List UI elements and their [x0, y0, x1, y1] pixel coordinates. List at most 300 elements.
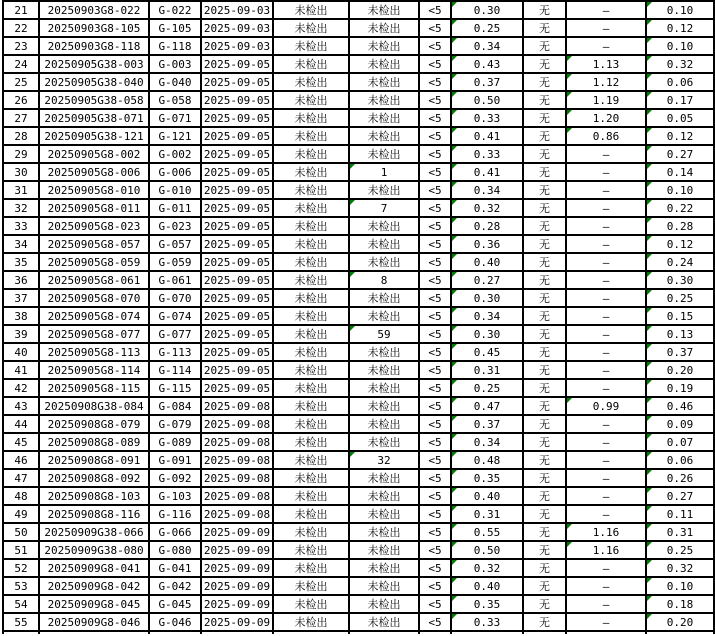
sample-id-cell[interactable]: [39, 181, 149, 199]
sample-code-cell[interactable]: [149, 289, 201, 307]
row-number-cell[interactable]: [3, 55, 39, 73]
value-c-cell[interactable]: [646, 271, 714, 289]
sample-code-cell[interactable]: [149, 613, 201, 631]
value-b-cell[interactable]: [566, 595, 646, 613]
result-a-cell[interactable]: [273, 451, 349, 469]
result-b-cell[interactable]: [349, 487, 419, 505]
result-a-cell[interactable]: [273, 163, 349, 181]
value-b-cell[interactable]: [566, 1, 646, 19]
sample-code-cell[interactable]: [149, 343, 201, 361]
result-b-cell[interactable]: [349, 73, 419, 91]
empty-cell[interactable]: [273, 631, 349, 634]
value-a-cell[interactable]: [451, 91, 523, 109]
row-number-cell[interactable]: [3, 73, 39, 91]
none-cell[interactable]: [523, 235, 566, 253]
sample-code-cell[interactable]: [149, 541, 201, 559]
sample-id-cell[interactable]: [39, 37, 149, 55]
sample-code-cell[interactable]: [149, 325, 201, 343]
sample-id-cell[interactable]: [39, 613, 149, 631]
value-b-cell[interactable]: [566, 235, 646, 253]
sample-id-cell[interactable]: [39, 1, 149, 19]
sample-code-cell[interactable]: [149, 163, 201, 181]
none-cell[interactable]: [523, 397, 566, 415]
value-b-cell[interactable]: [566, 523, 646, 541]
value-b-cell[interactable]: [566, 253, 646, 271]
value-b-cell[interactable]: [566, 181, 646, 199]
value-a-cell[interactable]: [451, 253, 523, 271]
sample-id-cell[interactable]: [39, 487, 149, 505]
result-b-cell[interactable]: [349, 307, 419, 325]
row-number-cell[interactable]: [3, 577, 39, 595]
none-cell[interactable]: [523, 1, 566, 19]
sample-id-cell[interactable]: [39, 343, 149, 361]
value-a-cell[interactable]: [451, 505, 523, 523]
result-b-cell[interactable]: [349, 415, 419, 433]
limit-cell[interactable]: [419, 505, 451, 523]
empty-cell[interactable]: [201, 631, 273, 634]
row-number-cell[interactable]: [3, 469, 39, 487]
value-b-cell[interactable]: [566, 217, 646, 235]
limit-cell[interactable]: [419, 415, 451, 433]
result-a-cell[interactable]: [273, 307, 349, 325]
result-a-cell[interactable]: [273, 595, 349, 613]
result-a-cell[interactable]: [273, 487, 349, 505]
result-a-cell[interactable]: [273, 397, 349, 415]
date-cell[interactable]: [201, 199, 273, 217]
limit-cell[interactable]: [419, 541, 451, 559]
result-a-cell[interactable]: [273, 505, 349, 523]
date-cell[interactable]: [201, 145, 273, 163]
result-b-cell[interactable]: [349, 523, 419, 541]
sample-id-cell[interactable]: [39, 307, 149, 325]
result-b-cell[interactable]: [349, 541, 419, 559]
none-cell[interactable]: [523, 19, 566, 37]
value-c-cell[interactable]: [646, 37, 714, 55]
result-b-cell[interactable]: [349, 451, 419, 469]
value-b-cell[interactable]: [566, 307, 646, 325]
date-cell[interactable]: [201, 37, 273, 55]
limit-cell[interactable]: [419, 307, 451, 325]
value-b-cell[interactable]: [566, 433, 646, 451]
row-number-cell[interactable]: [3, 199, 39, 217]
result-a-cell[interactable]: [273, 433, 349, 451]
sample-code-cell[interactable]: [149, 559, 201, 577]
sample-code-cell[interactable]: [149, 127, 201, 145]
result-a-cell[interactable]: [273, 289, 349, 307]
none-cell[interactable]: [523, 541, 566, 559]
date-cell[interactable]: [201, 271, 273, 289]
row-number-cell[interactable]: [3, 505, 39, 523]
none-cell[interactable]: [523, 127, 566, 145]
date-cell[interactable]: [201, 361, 273, 379]
value-c-cell[interactable]: [646, 307, 714, 325]
sample-id-cell[interactable]: [39, 523, 149, 541]
result-a-cell[interactable]: [273, 271, 349, 289]
empty-cell[interactable]: [349, 631, 419, 634]
row-number-cell[interactable]: [3, 487, 39, 505]
value-b-cell[interactable]: [566, 199, 646, 217]
row-number-cell[interactable]: [3, 613, 39, 631]
row-number-cell[interactable]: [3, 559, 39, 577]
row-number-cell[interactable]: [3, 109, 39, 127]
none-cell[interactable]: [523, 577, 566, 595]
value-a-cell[interactable]: [451, 325, 523, 343]
value-c-cell[interactable]: [646, 523, 714, 541]
date-cell[interactable]: [201, 217, 273, 235]
sample-id-cell[interactable]: [39, 577, 149, 595]
date-cell[interactable]: [201, 1, 273, 19]
sample-code-cell[interactable]: [149, 145, 201, 163]
value-a-cell[interactable]: [451, 379, 523, 397]
row-number-cell[interactable]: [3, 145, 39, 163]
limit-cell[interactable]: [419, 37, 451, 55]
value-c-cell[interactable]: [646, 73, 714, 91]
value-a-cell[interactable]: [451, 1, 523, 19]
none-cell[interactable]: [523, 487, 566, 505]
sample-id-cell[interactable]: [39, 163, 149, 181]
value-b-cell[interactable]: [566, 91, 646, 109]
limit-cell[interactable]: [419, 343, 451, 361]
row-number-cell[interactable]: [3, 361, 39, 379]
result-b-cell[interactable]: [349, 433, 419, 451]
value-c-cell[interactable]: [646, 361, 714, 379]
value-b-cell[interactable]: [566, 37, 646, 55]
date-cell[interactable]: [201, 73, 273, 91]
value-c-cell[interactable]: [646, 469, 714, 487]
value-a-cell[interactable]: [451, 541, 523, 559]
result-a-cell[interactable]: [273, 55, 349, 73]
sample-code-cell[interactable]: [149, 1, 201, 19]
row-number-cell[interactable]: [3, 523, 39, 541]
result-b-cell[interactable]: [349, 613, 419, 631]
empty-cell[interactable]: [39, 631, 149, 634]
date-cell[interactable]: [201, 163, 273, 181]
value-a-cell[interactable]: [451, 55, 523, 73]
row-number-cell[interactable]: [3, 343, 39, 361]
value-a-cell[interactable]: [451, 145, 523, 163]
value-b-cell[interactable]: [566, 325, 646, 343]
sample-id-cell[interactable]: [39, 559, 149, 577]
sample-id-cell[interactable]: [39, 289, 149, 307]
date-cell[interactable]: [201, 397, 273, 415]
sample-id-cell[interactable]: [39, 397, 149, 415]
sample-id-cell[interactable]: [39, 145, 149, 163]
date-cell[interactable]: [201, 55, 273, 73]
value-a-cell[interactable]: [451, 217, 523, 235]
result-a-cell[interactable]: [273, 469, 349, 487]
result-a-cell[interactable]: [273, 19, 349, 37]
result-b-cell[interactable]: [349, 19, 419, 37]
value-a-cell[interactable]: [451, 433, 523, 451]
sample-code-cell[interactable]: [149, 181, 201, 199]
row-number-cell[interactable]: [3, 271, 39, 289]
value-a-cell[interactable]: [451, 487, 523, 505]
value-b-cell[interactable]: [566, 379, 646, 397]
date-cell[interactable]: [201, 127, 273, 145]
result-b-cell[interactable]: [349, 109, 419, 127]
value-a-cell[interactable]: [451, 109, 523, 127]
value-a-cell[interactable]: [451, 235, 523, 253]
empty-cell[interactable]: [419, 631, 451, 634]
result-a-cell[interactable]: [273, 109, 349, 127]
result-b-cell[interactable]: [349, 127, 419, 145]
row-number-cell[interactable]: [3, 37, 39, 55]
value-c-cell[interactable]: [646, 55, 714, 73]
value-a-cell[interactable]: [451, 37, 523, 55]
result-b-cell[interactable]: [349, 343, 419, 361]
result-a-cell[interactable]: [273, 1, 349, 19]
result-b-cell[interactable]: [349, 55, 419, 73]
sample-id-cell[interactable]: [39, 109, 149, 127]
value-c-cell[interactable]: [646, 235, 714, 253]
value-c-cell[interactable]: [646, 397, 714, 415]
row-number-cell[interactable]: [3, 181, 39, 199]
sample-code-cell[interactable]: [149, 217, 201, 235]
value-c-cell[interactable]: [646, 199, 714, 217]
none-cell[interactable]: [523, 415, 566, 433]
none-cell[interactable]: [523, 217, 566, 235]
date-cell[interactable]: [201, 613, 273, 631]
empty-cell[interactable]: [523, 631, 566, 634]
value-b-cell[interactable]: [566, 289, 646, 307]
limit-cell[interactable]: [419, 379, 451, 397]
limit-cell[interactable]: [419, 487, 451, 505]
limit-cell[interactable]: [419, 271, 451, 289]
none-cell[interactable]: [523, 433, 566, 451]
date-cell[interactable]: [201, 109, 273, 127]
result-a-cell[interactable]: [273, 361, 349, 379]
value-a-cell[interactable]: [451, 181, 523, 199]
sample-id-cell[interactable]: [39, 55, 149, 73]
value-b-cell[interactable]: [566, 577, 646, 595]
result-a-cell[interactable]: [273, 559, 349, 577]
sample-code-cell[interactable]: [149, 415, 201, 433]
value-b-cell[interactable]: [566, 451, 646, 469]
result-a-cell[interactable]: [273, 181, 349, 199]
value-c-cell[interactable]: [646, 595, 714, 613]
result-b-cell[interactable]: [349, 145, 419, 163]
sample-code-cell[interactable]: [149, 523, 201, 541]
date-cell[interactable]: [201, 505, 273, 523]
date-cell[interactable]: [201, 451, 273, 469]
sample-id-cell[interactable]: [39, 469, 149, 487]
sample-code-cell[interactable]: [149, 271, 201, 289]
value-c-cell[interactable]: [646, 91, 714, 109]
result-b-cell[interactable]: [349, 199, 419, 217]
value-a-cell[interactable]: [451, 469, 523, 487]
result-a-cell[interactable]: [273, 523, 349, 541]
result-a-cell[interactable]: [273, 253, 349, 271]
sample-code-cell[interactable]: [149, 379, 201, 397]
sample-code-cell[interactable]: [149, 253, 201, 271]
value-b-cell[interactable]: [566, 271, 646, 289]
limit-cell[interactable]: [419, 145, 451, 163]
none-cell[interactable]: [523, 37, 566, 55]
date-cell[interactable]: [201, 559, 273, 577]
result-a-cell[interactable]: [273, 325, 349, 343]
date-cell[interactable]: [201, 469, 273, 487]
result-a-cell[interactable]: [273, 379, 349, 397]
date-cell[interactable]: [201, 415, 273, 433]
value-b-cell[interactable]: [566, 505, 646, 523]
empty-cell[interactable]: [3, 631, 39, 634]
result-b-cell[interactable]: [349, 595, 419, 613]
sample-code-cell[interactable]: [149, 235, 201, 253]
result-a-cell[interactable]: [273, 577, 349, 595]
value-a-cell[interactable]: [451, 559, 523, 577]
limit-cell[interactable]: [419, 55, 451, 73]
none-cell[interactable]: [523, 559, 566, 577]
value-a-cell[interactable]: [451, 415, 523, 433]
value-b-cell[interactable]: [566, 397, 646, 415]
date-cell[interactable]: [201, 595, 273, 613]
result-b-cell[interactable]: [349, 271, 419, 289]
value-b-cell[interactable]: [566, 559, 646, 577]
limit-cell[interactable]: [419, 397, 451, 415]
result-b-cell[interactable]: [349, 253, 419, 271]
sample-code-cell[interactable]: [149, 595, 201, 613]
sample-id-cell[interactable]: [39, 451, 149, 469]
date-cell[interactable]: [201, 325, 273, 343]
limit-cell[interactable]: [419, 361, 451, 379]
sample-id-cell[interactable]: [39, 433, 149, 451]
sample-code-cell[interactable]: [149, 109, 201, 127]
limit-cell[interactable]: [419, 109, 451, 127]
limit-cell[interactable]: [419, 199, 451, 217]
date-cell[interactable]: [201, 307, 273, 325]
result-a-cell[interactable]: [273, 127, 349, 145]
value-b-cell[interactable]: [566, 127, 646, 145]
limit-cell[interactable]: [419, 127, 451, 145]
limit-cell[interactable]: [419, 325, 451, 343]
none-cell[interactable]: [523, 145, 566, 163]
sample-code-cell[interactable]: [149, 469, 201, 487]
value-a-cell[interactable]: [451, 595, 523, 613]
limit-cell[interactable]: [419, 235, 451, 253]
sample-id-cell[interactable]: [39, 199, 149, 217]
value-a-cell[interactable]: [451, 523, 523, 541]
row-number-cell[interactable]: [3, 235, 39, 253]
row-number-cell[interactable]: [3, 595, 39, 613]
result-a-cell[interactable]: [273, 343, 349, 361]
result-b-cell[interactable]: [349, 181, 419, 199]
empty-cell[interactable]: [451, 631, 523, 634]
row-number-cell[interactable]: [3, 19, 39, 37]
sample-code-cell[interactable]: [149, 361, 201, 379]
result-a-cell[interactable]: [273, 73, 349, 91]
row-number-cell[interactable]: [3, 91, 39, 109]
limit-cell[interactable]: [419, 289, 451, 307]
sample-code-cell[interactable]: [149, 73, 201, 91]
sample-id-cell[interactable]: [39, 541, 149, 559]
none-cell[interactable]: [523, 163, 566, 181]
limit-cell[interactable]: [419, 19, 451, 37]
sample-id-cell[interactable]: [39, 271, 149, 289]
value-c-cell[interactable]: [646, 253, 714, 271]
value-c-cell[interactable]: [646, 577, 714, 595]
date-cell[interactable]: [201, 253, 273, 271]
result-a-cell[interactable]: [273, 415, 349, 433]
date-cell[interactable]: [201, 343, 273, 361]
sample-code-cell[interactable]: [149, 19, 201, 37]
value-b-cell[interactable]: [566, 469, 646, 487]
date-cell[interactable]: [201, 181, 273, 199]
value-c-cell[interactable]: [646, 541, 714, 559]
sample-id-cell[interactable]: [39, 127, 149, 145]
limit-cell[interactable]: [419, 577, 451, 595]
value-a-cell[interactable]: [451, 451, 523, 469]
none-cell[interactable]: [523, 451, 566, 469]
value-a-cell[interactable]: [451, 577, 523, 595]
sample-code-cell[interactable]: [149, 397, 201, 415]
result-a-cell[interactable]: [273, 217, 349, 235]
none-cell[interactable]: [523, 199, 566, 217]
limit-cell[interactable]: [419, 451, 451, 469]
none-cell[interactable]: [523, 109, 566, 127]
result-b-cell[interactable]: [349, 325, 419, 343]
sample-code-cell[interactable]: [149, 55, 201, 73]
none-cell[interactable]: [523, 379, 566, 397]
value-c-cell[interactable]: [646, 109, 714, 127]
row-number-cell[interactable]: [3, 415, 39, 433]
limit-cell[interactable]: [419, 217, 451, 235]
value-c-cell[interactable]: [646, 613, 714, 631]
result-b-cell[interactable]: [349, 379, 419, 397]
sample-code-cell[interactable]: [149, 199, 201, 217]
none-cell[interactable]: [523, 91, 566, 109]
none-cell[interactable]: [523, 595, 566, 613]
result-b-cell[interactable]: [349, 289, 419, 307]
result-a-cell[interactable]: [273, 91, 349, 109]
none-cell[interactable]: [523, 73, 566, 91]
value-b-cell[interactable]: [566, 361, 646, 379]
result-a-cell[interactable]: [273, 541, 349, 559]
date-cell[interactable]: [201, 541, 273, 559]
value-c-cell[interactable]: [646, 163, 714, 181]
value-a-cell[interactable]: [451, 127, 523, 145]
value-b-cell[interactable]: [566, 343, 646, 361]
row-number-cell[interactable]: [3, 433, 39, 451]
result-b-cell[interactable]: [349, 361, 419, 379]
limit-cell[interactable]: [419, 253, 451, 271]
none-cell[interactable]: [523, 271, 566, 289]
limit-cell[interactable]: [419, 1, 451, 19]
none-cell[interactable]: [523, 505, 566, 523]
row-number-cell[interactable]: [3, 127, 39, 145]
value-b-cell[interactable]: [566, 487, 646, 505]
value-b-cell[interactable]: [566, 73, 646, 91]
limit-cell[interactable]: [419, 433, 451, 451]
sample-code-cell[interactable]: [149, 451, 201, 469]
sample-code-cell[interactable]: [149, 577, 201, 595]
result-a-cell[interactable]: [273, 199, 349, 217]
row-number-cell[interactable]: [3, 325, 39, 343]
value-b-cell[interactable]: [566, 19, 646, 37]
row-number-cell[interactable]: [3, 541, 39, 559]
sample-id-cell[interactable]: [39, 73, 149, 91]
value-c-cell[interactable]: [646, 127, 714, 145]
empty-cell[interactable]: [646, 631, 714, 634]
value-a-cell[interactable]: [451, 19, 523, 37]
none-cell[interactable]: [523, 523, 566, 541]
sample-id-cell[interactable]: [39, 361, 149, 379]
value-b-cell[interactable]: [566, 541, 646, 559]
result-a-cell[interactable]: [273, 145, 349, 163]
value-a-cell[interactable]: [451, 361, 523, 379]
value-a-cell[interactable]: [451, 307, 523, 325]
none-cell[interactable]: [523, 361, 566, 379]
value-c-cell[interactable]: [646, 217, 714, 235]
